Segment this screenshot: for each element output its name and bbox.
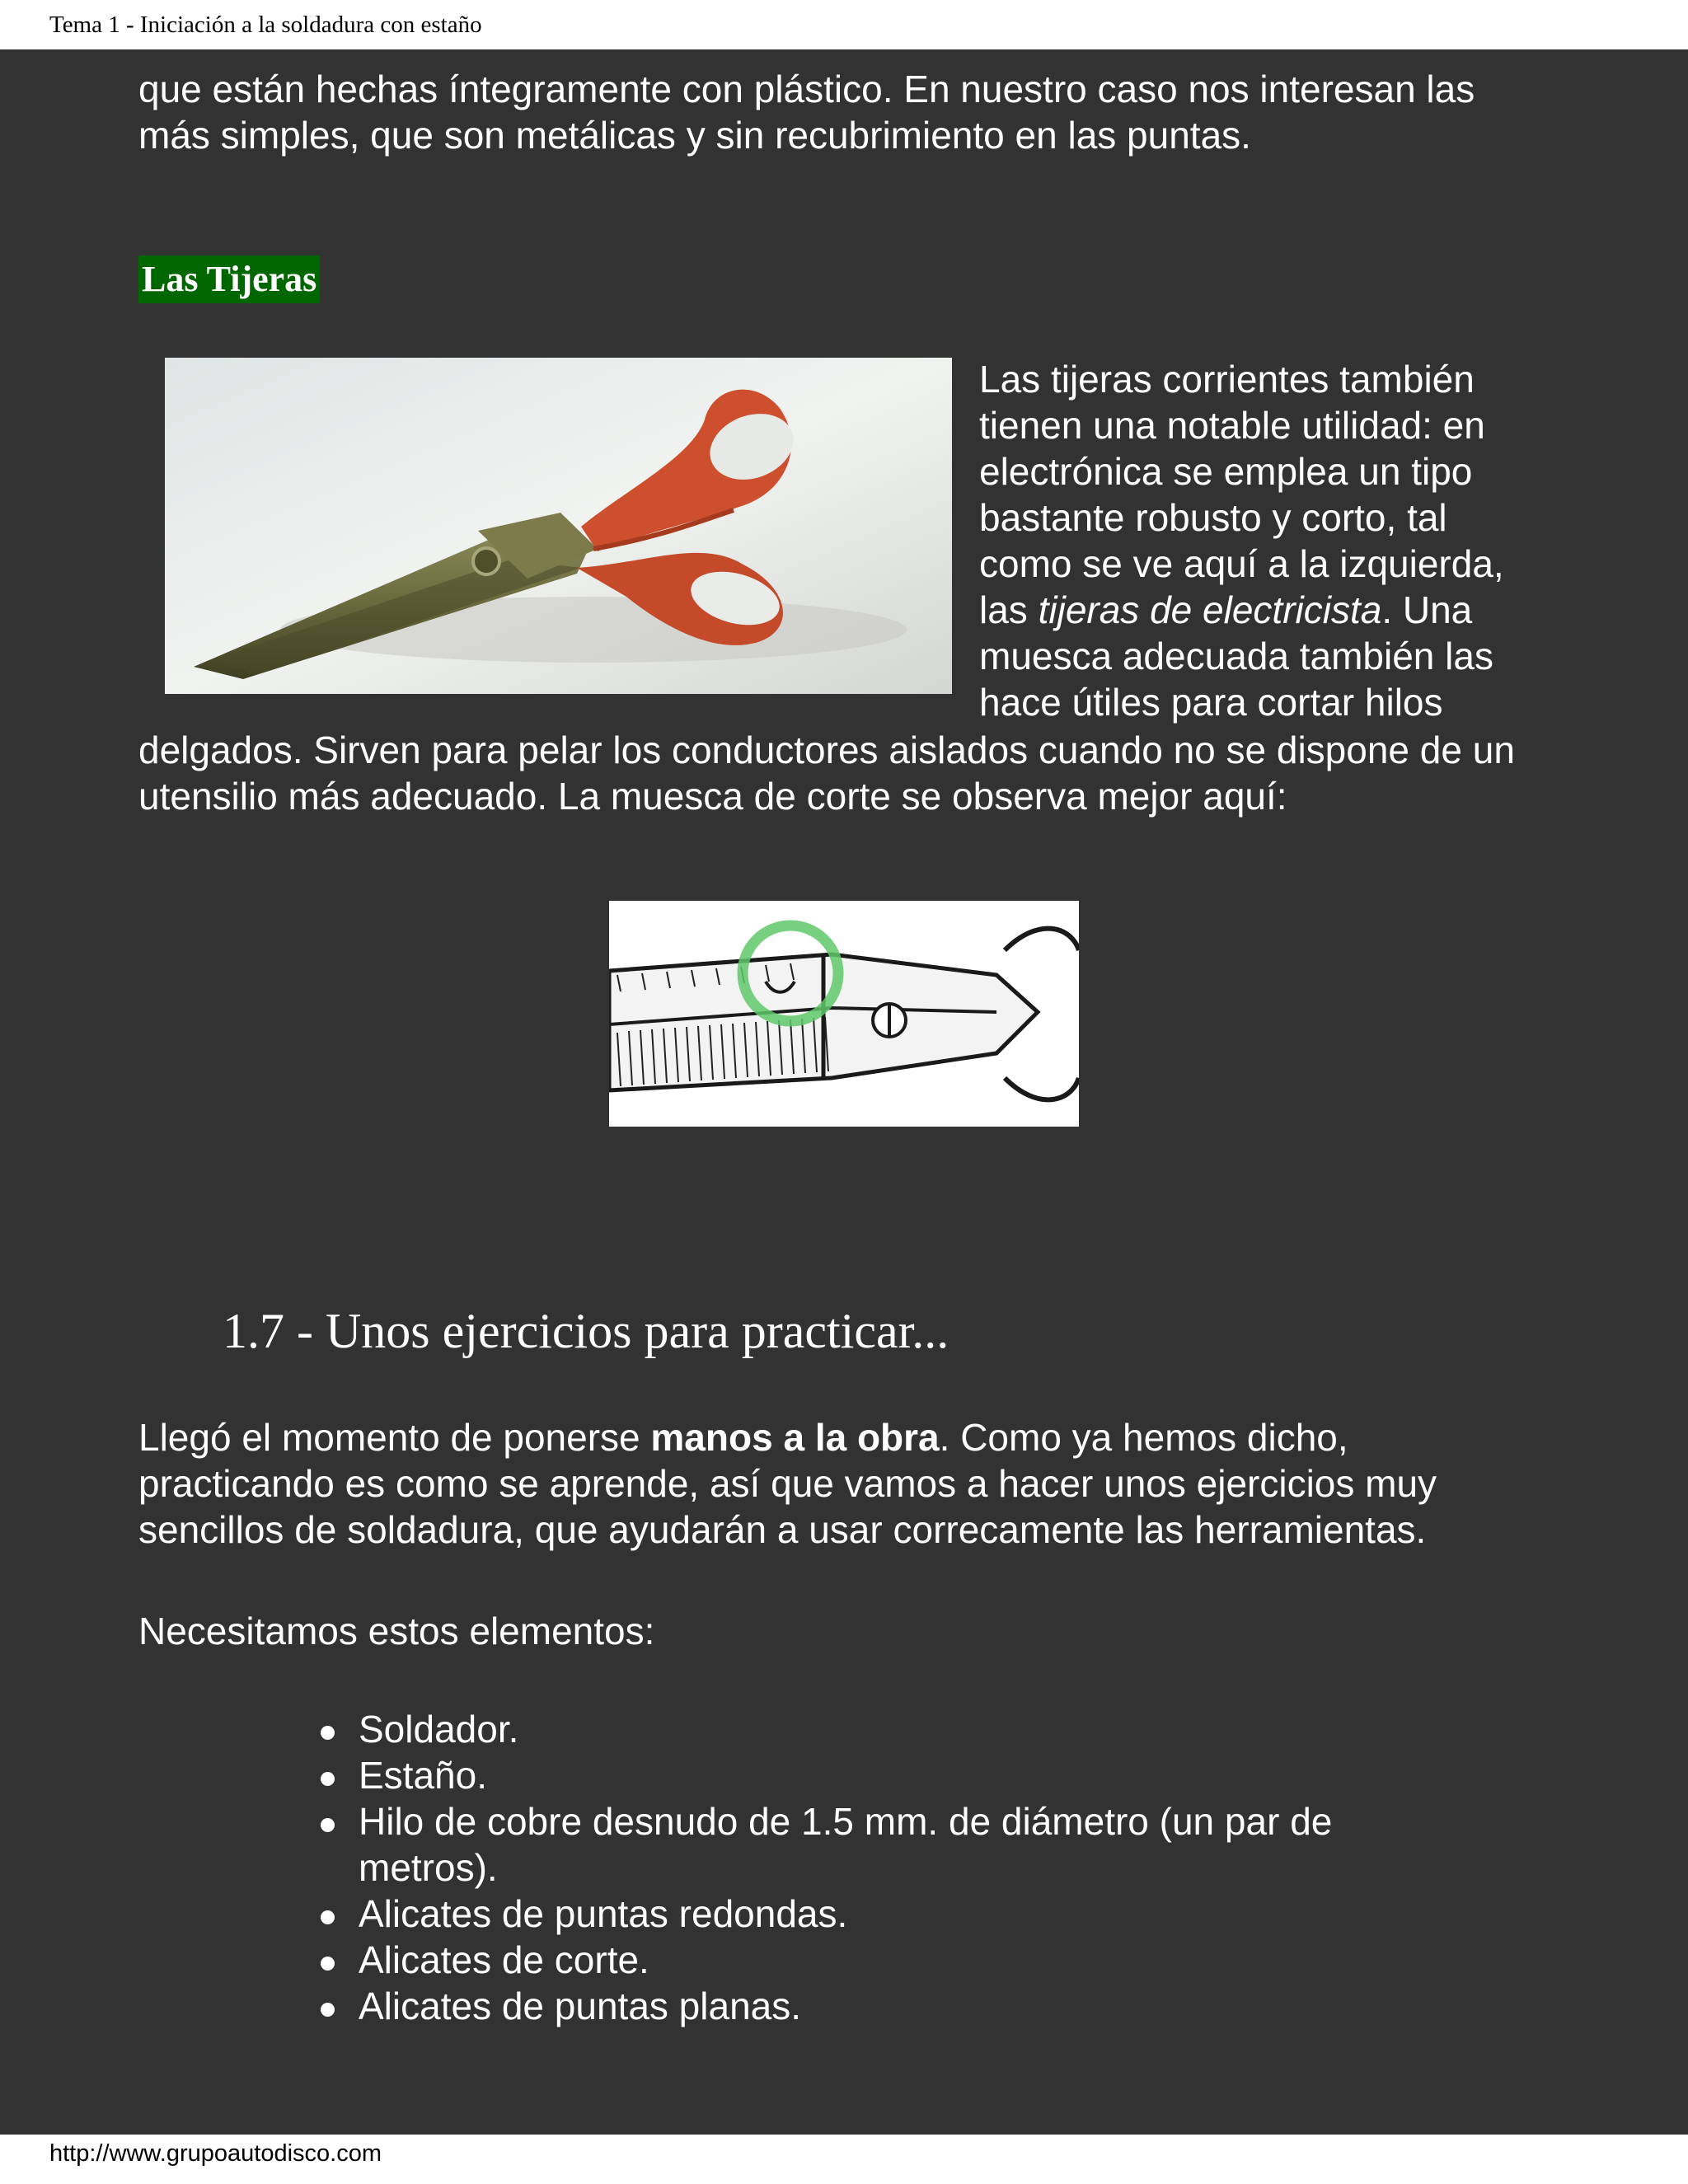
footer-url: http://www.grupoautodisco.com — [49, 2140, 382, 2167]
list-item-label: Soldador. — [359, 1708, 519, 1750]
text-line: sencillos de soldadura, que ayudarán a usar correcamente las herramientas. — [138, 1508, 1427, 1551]
text-line: tienen una notable utilidad: en — [979, 404, 1485, 447]
page-header — [0, 0, 1688, 49]
list-item-label: Alicates de puntas planas. — [359, 1985, 802, 2027]
text-line: hace útiles para cortar hilos — [979, 681, 1443, 724]
list-item — [359, 1891, 1332, 1937]
text-line: muesca adecuada también las — [979, 635, 1493, 677]
scissors-description — [979, 356, 1504, 725]
list-item-label: Hilo de cobre desnudo de 1.5 mm. de diámetro (un par de — [359, 1800, 1333, 1843]
text-span: . Una — [1381, 588, 1473, 631]
text-span: . Como ya hemos dicho, — [939, 1416, 1348, 1459]
emphasis-manos-a-la-obra: manos a la obra — [650, 1416, 940, 1459]
bullet-icon — [321, 1957, 335, 1971]
text-line: utensilio más adecuado. La muesca de corte se observa mejor aquí: — [138, 775, 1287, 818]
scissors-photo — [165, 358, 952, 694]
text-line: que están hechas íntegramente con plástico. En nuestro caso nos interesan las — [138, 68, 1475, 110]
list-item-label-cont: metros). — [359, 1846, 498, 1889]
text-line: Las tijeras corrientes también — [979, 358, 1475, 401]
list-item — [359, 1752, 1332, 1798]
needs-paragraph: Necesitamos estos elementos: — [138, 1610, 655, 1652]
intro-paragraph — [138, 66, 1475, 158]
list-item-label: Alicates de puntas redondas. — [359, 1892, 848, 1935]
bullet-icon — [321, 1818, 335, 1832]
bullet-icon — [321, 2003, 335, 2017]
text-span: las — [979, 588, 1039, 631]
materials-list — [359, 1706, 1332, 2029]
document-title: Tema 1 - Iniciación a la soldadura con estaño — [49, 12, 482, 38]
list-item-label: Alicates de corte. — [359, 1938, 649, 1981]
exercise-paragraph — [138, 1414, 1437, 1553]
text-line: como se ve aquí a la izquierda, — [979, 542, 1504, 585]
text-line: más simples, que son metálicas y sin recubrimiento en las puntas. — [138, 114, 1251, 157]
scissors-description-continued — [138, 727, 1515, 819]
scissors-notch-drawing — [609, 901, 1079, 1127]
section-heading-tijeras: Las Tijeras — [138, 255, 320, 303]
text-line — [138, 1414, 1437, 1460]
text-line: delgados. Sirven para pelar los conductores aislados cuando no se dispone de un — [138, 729, 1515, 771]
bullet-icon — [321, 1772, 335, 1786]
section-heading-ejercicios: 1.7 - Unos ejercicios para practicar... — [223, 1304, 950, 1358]
list-item — [359, 1798, 1332, 1891]
text-span: Llegó el momento de ponerse — [138, 1416, 651, 1459]
page-content — [0, 49, 1688, 2135]
text-line: practicando es como se aprende, así que vamos a hacer unos ejercicios muy — [138, 1462, 1437, 1505]
list-item — [359, 1937, 1332, 1983]
text-line — [979, 587, 1504, 633]
text-line: bastante robusto y corto, tal — [979, 496, 1447, 539]
list-item — [359, 1983, 1332, 2029]
list-item — [359, 1706, 1332, 1752]
bullet-icon — [321, 1910, 335, 1924]
list-item-label: Estaño. — [359, 1754, 487, 1797]
text-line: electrónica se emplea un tipo — [979, 450, 1473, 493]
emphasis-tijeras-electricista: tijeras de electricista — [1038, 588, 1382, 631]
bullet-icon — [321, 1726, 335, 1740]
